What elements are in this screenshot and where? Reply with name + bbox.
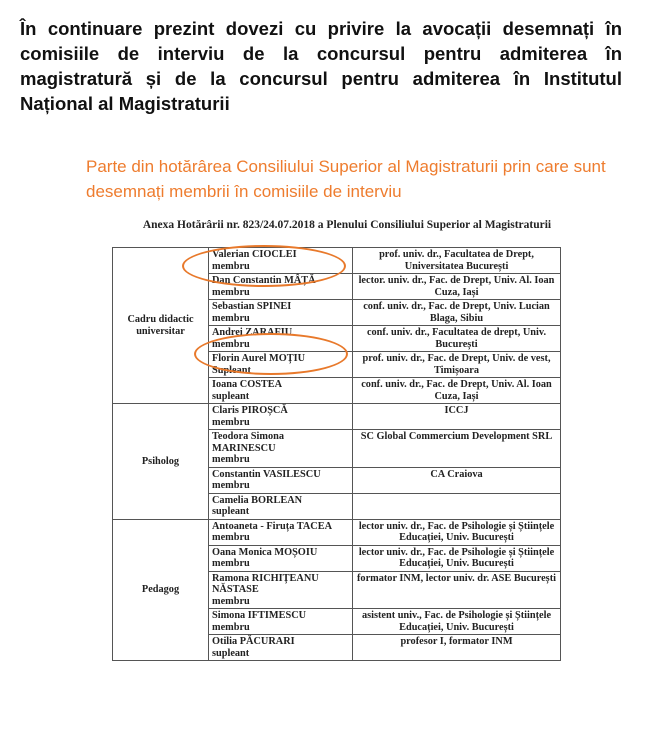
institution-cell: CA Craiova [353,467,561,493]
member-name: Claris PIROȘCĂ [212,405,288,416]
member-name: Constantin VASILESCU [212,468,321,480]
institution-cell: conf. univ. dr., Facultatea de drept, Univ. București [353,326,561,352]
member-cell [209,404,353,430]
member-cell [209,378,353,404]
member-role: supleant [212,647,250,659]
member-name: Camelia BORLEAN [212,494,303,506]
member-name: Ioana COSTEA [212,379,283,390]
member-name: Florin Aurel MOȚIU [212,353,306,364]
institution-cell: asistent univ., Fac. de Psihologie și Științele Educației, Univ. București [353,609,561,635]
member-role: membru [212,260,250,272]
annex-title: Anexa Hotărârii nr. 823/24.07.2018 a Plenului Consiliului Superior al Magistraturii [142,219,552,231]
institution-cell [353,493,561,519]
institution-cell: ICCJ [353,404,561,430]
institution-cell: SC Global Commercium Development SRL [353,430,561,468]
orange-subtitle: Parte din hotărârea Consiliului Superior al Magistraturii prin care sunt desemnați membrii în comisiile de interviu [86,157,606,201]
member-cell [209,352,353,378]
member-cell [209,274,353,300]
category-cell: Psiholog [113,404,209,520]
institution-cell: lector univ. dr., Fac. de Psihologie și Științele Educației, Univ. București [353,545,561,571]
table-row [113,248,561,274]
table-row [113,519,561,545]
member-cell [209,467,353,493]
institution-cell: conf. univ. dr., Fac. de Drept, Univ. Lucian Blaga, Sibiu [353,300,561,326]
member-role: supleant [212,390,250,402]
member-cell [209,493,353,519]
member-role: membru [212,621,250,633]
member-name: Sebastian SPINEI [212,301,292,312]
member-cell [209,248,353,274]
member-role: membru [212,532,250,543]
member-name: Andrei ZARAFIU [212,327,293,338]
member-role: membru [212,338,250,350]
member-name: Simona IFTIMESCU [212,610,307,621]
member-cell [209,326,353,352]
member-cell [209,300,353,326]
institution-cell: prof. univ. dr., Fac. de Drept, Univ. de vest, Timișoara [353,352,561,378]
scanned-commission-table [112,247,560,661]
member-name: Dan Constantin MÂȚĂ [212,275,316,286]
institution-cell: profesor I, formator INM [353,635,561,661]
member-name: Otilia PĂCURARI [212,636,295,647]
member-role: supleant [212,506,250,517]
institution-cell: prof. univ. dr., Facultatea de Drept, Universitatea București [353,248,561,274]
member-role: membru [212,454,250,465]
member-cell [209,430,353,468]
intro-paragraph: În continuare prezint dovezi cu privire la avocații desemnați în comisiile de interviu de la concursul pentru admiterea în magistratură și de la concursul pentru admiterea în Institutul Național al Magistraturii [20,18,622,114]
institution-cell: formator INM, lector univ. dr. ASE București [353,571,561,609]
member-role: membru [212,286,250,298]
institution-cell: lector. univ. dr., Fac. de Drept, Univ. Al. Ioan Cuza, Iași [353,274,561,300]
member-cell [209,519,353,545]
member-role: membru [212,480,250,491]
commission-table [112,247,561,661]
member-role: membru [212,595,250,607]
member-name: Ramona RICHIȚEANU NĂSTASE [212,572,319,595]
category-cell: Pedagog [113,519,209,661]
member-cell [209,635,353,661]
member-name: Teodora Simona MARINESCU [212,431,284,454]
member-cell [209,609,353,635]
member-name: Oana Monica MOȘOIU [212,546,318,558]
member-cell [209,571,353,609]
member-role: Supleant [212,364,251,376]
member-role: membru [212,312,250,324]
member-name: Valerian CIOCLEI [212,249,297,260]
institution-cell: conf. univ. dr., Fac. de Drept, Univ. Al. Ioan Cuza, Iași [353,378,561,404]
category-cell: Cadru didactic universitar [113,248,209,404]
member-cell [209,545,353,571]
institution-cell: lector univ. dr., Fac. de Psihologie și Științele Educației, Univ. București [353,519,561,545]
member-name: Antoaneta - Firuța TACEA [212,520,333,532]
commission-table-body [113,248,561,661]
member-role: membru [212,558,250,569]
table-row [113,404,561,430]
member-role: membru [212,416,250,428]
